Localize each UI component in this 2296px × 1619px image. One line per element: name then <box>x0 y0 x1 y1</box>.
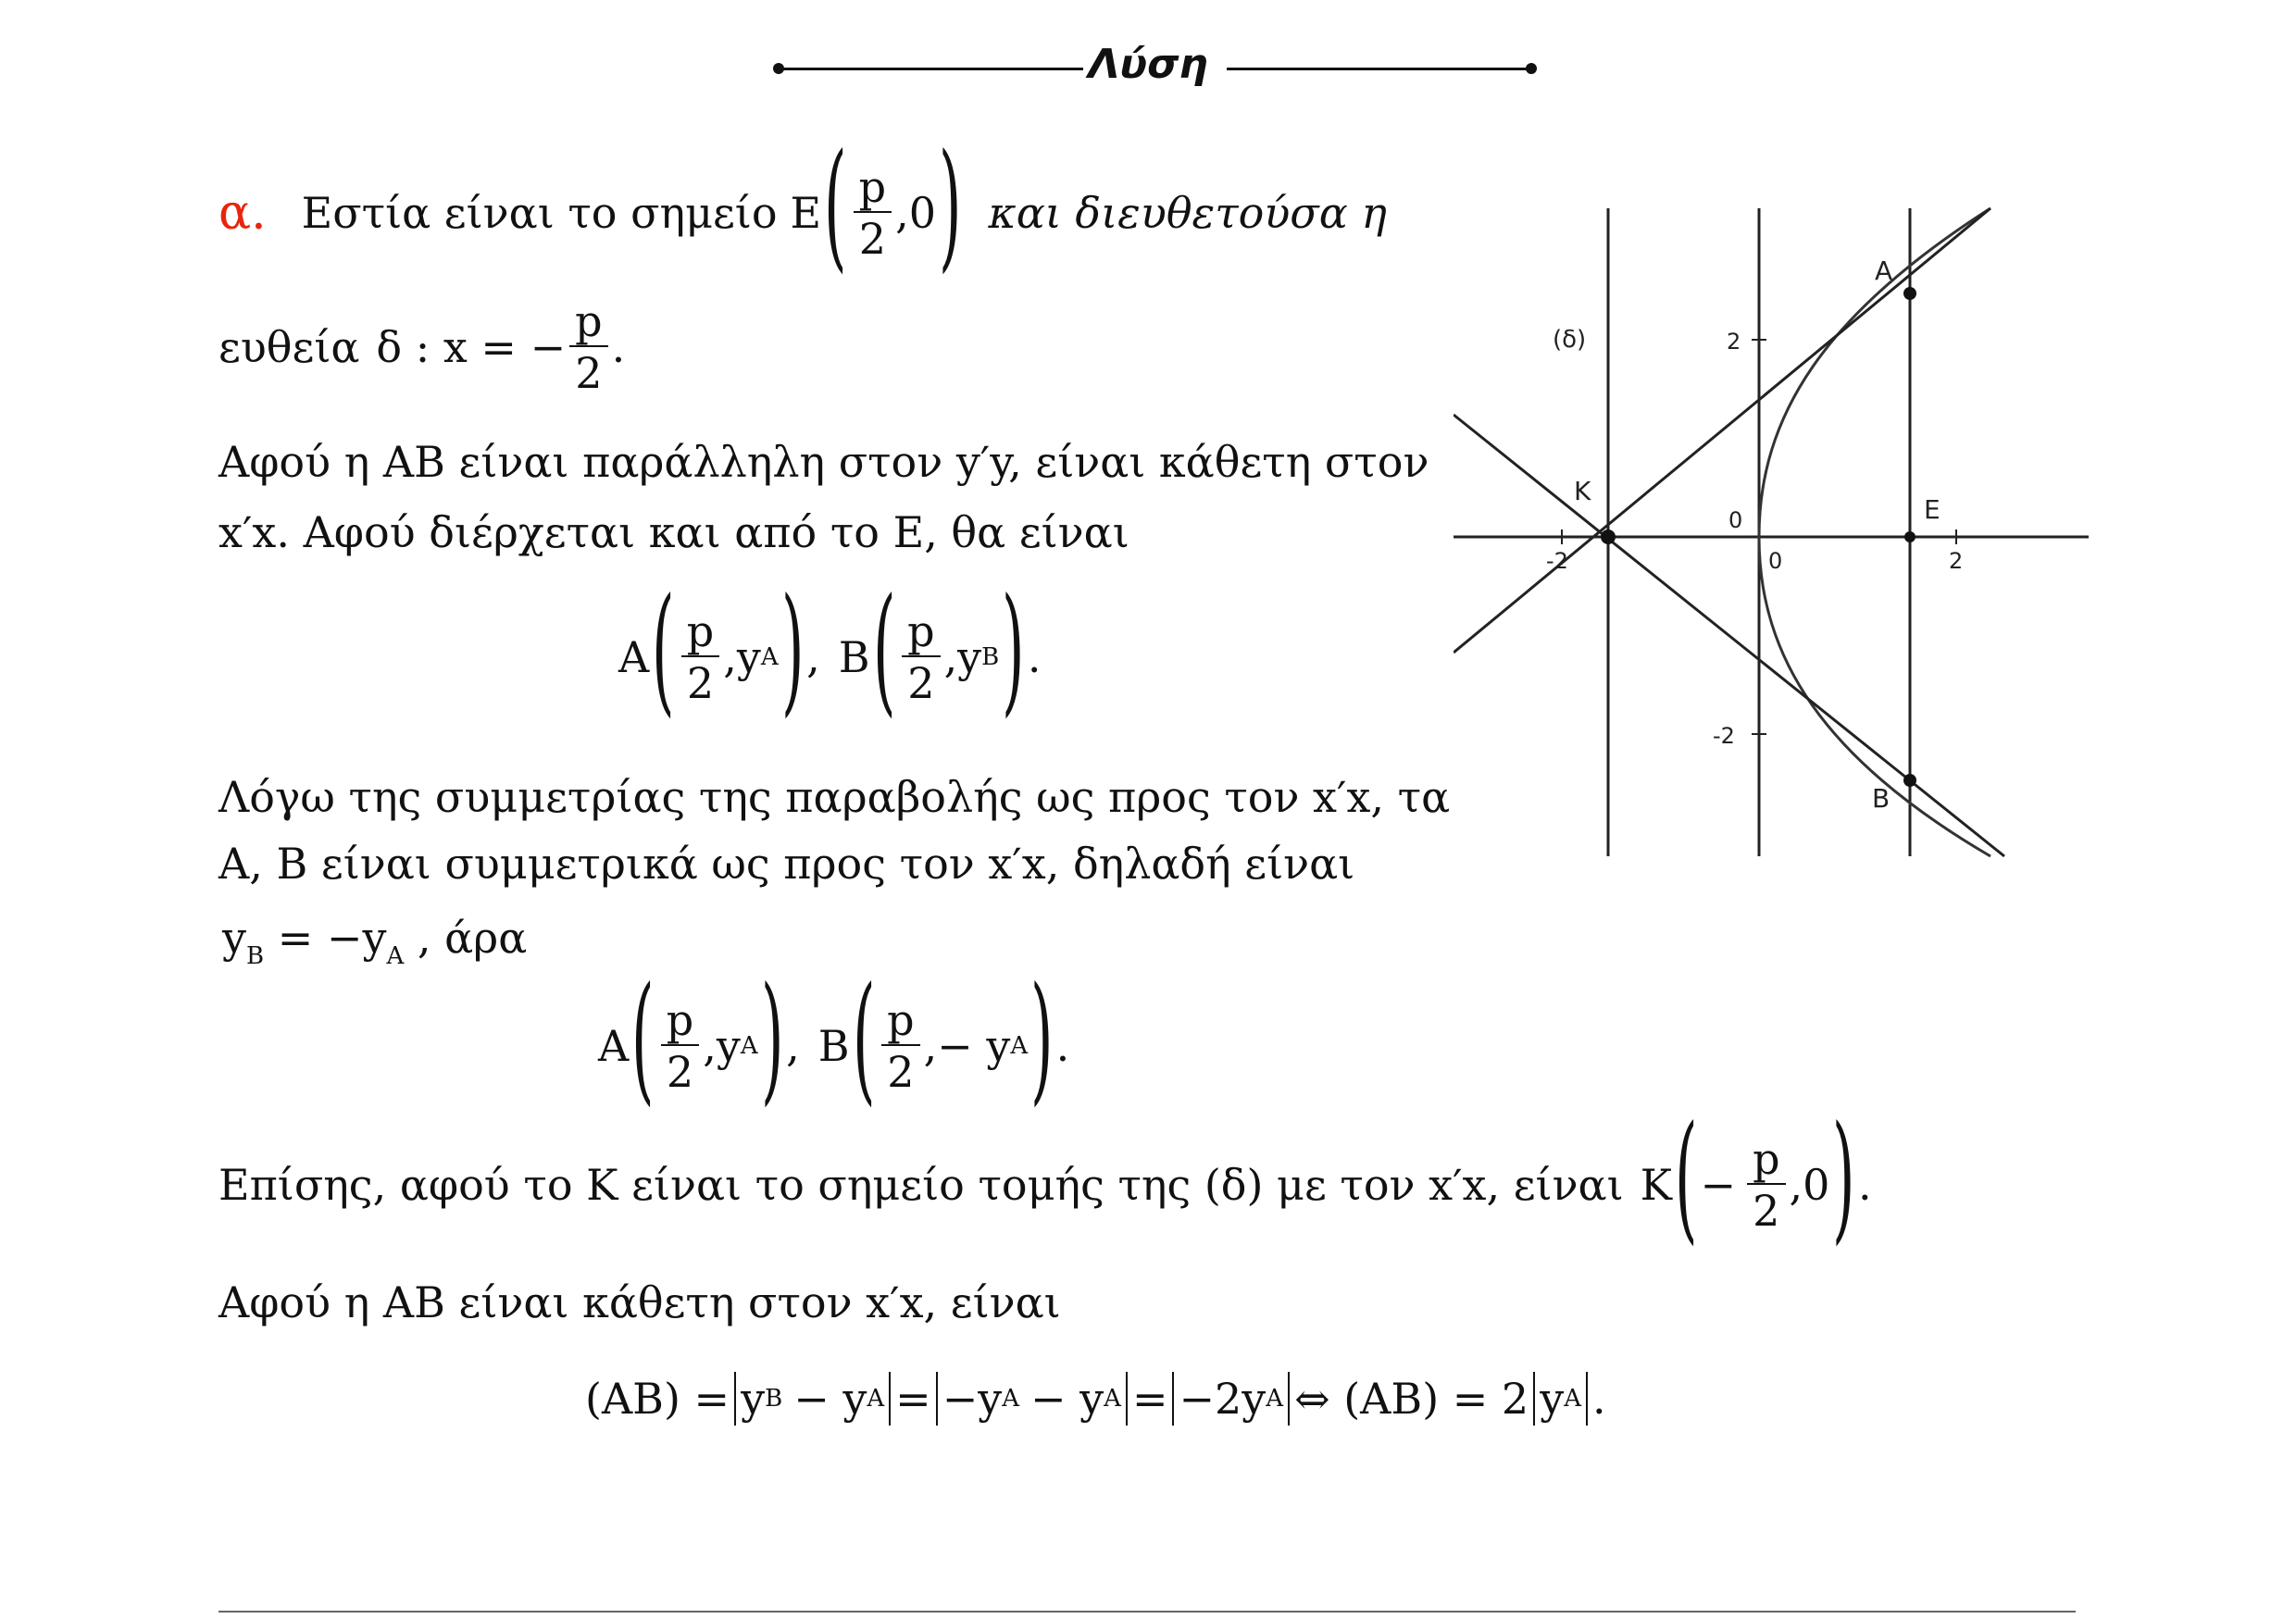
para2-line1: Αφού η ΑΒ είναι παράλληλη στον y′y, είναι κάθετη στον <box>218 437 1429 487</box>
tick-label-y2: 2 <box>1727 329 1741 355</box>
tick-label-x2: 2 <box>1949 548 1964 574</box>
iff-ab-equals: ⇔ (AB) = 2 <box>1294 1374 1529 1424</box>
section-title: Λύση <box>1088 41 1208 88</box>
minus-y-a: ,− y <box>923 1021 1011 1071</box>
right-paren: ) <box>1002 569 1025 730</box>
ab-lhs: (AB) = <box>585 1374 730 1424</box>
subscript-a: A <box>740 1032 758 1060</box>
para1-text-a: Εστία είναι το σημείο <box>301 188 778 238</box>
subscript-a: A <box>760 643 779 671</box>
label-a: A <box>1875 255 1893 286</box>
period: . <box>611 322 626 372</box>
header-right-rule <box>1227 68 1532 70</box>
left-paren: ( <box>872 569 896 730</box>
zero-coordinate: ,0 <box>895 188 937 238</box>
term-y-a: y <box>1540 1374 1565 1424</box>
parabola-figure <box>1454 204 2092 870</box>
equals-sign: = <box>895 1374 931 1424</box>
point-k-label: K <box>1640 1160 1673 1210</box>
abs-bar <box>889 1372 891 1426</box>
subscript-a: A <box>1002 1385 1019 1413</box>
left-paren: ( <box>824 125 847 286</box>
minus-sign: − <box>1700 1160 1737 1210</box>
equals-minus-y: = −y <box>277 913 387 963</box>
left-paren: ( <box>852 958 876 1119</box>
point-a-label: A <box>618 632 650 682</box>
term-minus-y-a: − y <box>793 1374 867 1424</box>
subscript-a: A <box>1564 1385 1581 1413</box>
fraction-p-over-2: $\frac{p}{2}$ <box>681 609 719 706</box>
subscript-b: B <box>765 1385 783 1413</box>
point-a <box>1903 287 1916 300</box>
y-symbol: y <box>222 913 246 963</box>
term-y-b: y <box>741 1374 766 1424</box>
fraction-p-over-2: $\frac{p}{2}$ <box>1747 1137 1785 1234</box>
comma: , <box>806 632 820 682</box>
subscript-a: A <box>1010 1032 1029 1060</box>
abs-bar <box>936 1372 938 1426</box>
abs-bar <box>1288 1372 1290 1426</box>
abs-bar <box>1126 1372 1128 1426</box>
header-left-rule <box>778 68 1083 70</box>
subscript-b: B <box>246 942 265 970</box>
part-label: α. <box>218 185 267 241</box>
para1-line2 <box>218 287 625 407</box>
point-b-label: B <box>838 632 870 682</box>
point-e-label: E <box>790 188 822 238</box>
subscript-a: A <box>1266 1385 1284 1413</box>
fraction-p-over-2: $\frac{p}{2}$ <box>854 165 892 262</box>
label-e: E <box>1924 494 1940 525</box>
equation-points-ab <box>618 569 1042 730</box>
abs-bar <box>1172 1372 1174 1426</box>
para1-text-b: και διευθετούσα η <box>988 188 1387 238</box>
para4-text: Επίσης, αφού το Κ είναι το σημείο τομής της (δ) με τον x′x, είναι <box>218 1160 1624 1210</box>
point-b-label: B <box>817 1021 850 1071</box>
right-paren: ) <box>938 125 962 286</box>
subscript-a: A <box>1104 1385 1121 1413</box>
para3-line2: Α, Β είναι συμμετρικά ως προς τον x′x, δηλαδή είναι <box>218 839 1355 889</box>
period: . <box>1857 1160 1872 1210</box>
directrix-equation: δ : x = − <box>376 322 567 372</box>
left-paren: ( <box>652 569 675 730</box>
fraction-p-over-2: $\frac{p}{2}$ <box>569 299 607 396</box>
equals-sign: = <box>1131 1374 1168 1424</box>
abs-bar <box>1533 1372 1535 1426</box>
term-minus-y-a: −y <box>942 1374 1003 1424</box>
right-paren: ) <box>780 569 805 730</box>
para4-line <box>218 1097 1872 1258</box>
fraction-p-over-2: $\frac{p}{2}$ <box>902 609 940 706</box>
para3-line1: Λόγω της συμμετρίας της παραβολής ως προς τον x′x, τα <box>218 772 1451 822</box>
label-delta: (δ) <box>1553 326 1587 354</box>
point-b <box>1903 774 1916 787</box>
point-e <box>1904 531 1915 542</box>
left-paren: ( <box>631 958 655 1119</box>
comma: , <box>786 1021 800 1071</box>
right-paren: ) <box>760 958 784 1119</box>
label-b: B <box>1872 783 1890 814</box>
point-k <box>1601 529 1616 544</box>
para1-line1 <box>218 125 1387 286</box>
y-a: ,y <box>703 1021 741 1071</box>
y-b: ,y <box>943 632 982 682</box>
left-paren: ( <box>1674 1097 1698 1258</box>
subscript-a: A <box>867 1385 885 1413</box>
para5-line: Αφού η ΑΒ είναι κάθετη στον x′x, είναι <box>218 1277 1061 1327</box>
tick-label-y0: 0 <box>1728 507 1743 533</box>
tangent-line-kb <box>1454 415 2004 856</box>
abs-bar <box>1586 1372 1588 1426</box>
therefore-text: , άρα <box>417 913 528 963</box>
subscript-b: B <box>981 643 1000 671</box>
period: . <box>1027 632 1042 682</box>
para2-line2: x′x. Αφού διέρχεται και από το Ε, θα είναι <box>218 507 1129 557</box>
period: . <box>1055 1021 1070 1071</box>
header-right-dot <box>1526 63 1537 74</box>
fraction-p-over-2: $\frac{p}{2}$ <box>661 998 699 1095</box>
bottom-rule <box>218 1611 2076 1613</box>
para1-line2-a: ευθεία <box>218 322 360 372</box>
abs-bar <box>734 1372 736 1426</box>
period: . <box>1591 1374 1606 1424</box>
y-a: ,y <box>723 632 761 682</box>
tick-label-x0: 0 <box>1768 548 1783 574</box>
tick-label-xm2: -2 <box>1546 548 1568 574</box>
equation-points-ab-symmetric <box>598 958 1070 1119</box>
para3-line3 <box>222 913 528 970</box>
point-a-label: A <box>598 1021 630 1071</box>
right-paren: ) <box>1832 1097 1855 1258</box>
tick-label-ym2: -2 <box>1713 723 1735 749</box>
equation-ab-length <box>585 1357 1606 1440</box>
fraction-p-over-2: $\frac{p}{2}$ <box>881 998 919 1095</box>
right-paren: ) <box>1030 958 1054 1119</box>
label-k: K <box>1574 476 1591 506</box>
term-minus-2y-a: −2y <box>1179 1374 1267 1424</box>
zero-coordinate: ,0 <box>1789 1160 1830 1210</box>
term-minus-y-a: − y <box>1030 1374 1104 1424</box>
subscript-a: A <box>386 942 405 970</box>
